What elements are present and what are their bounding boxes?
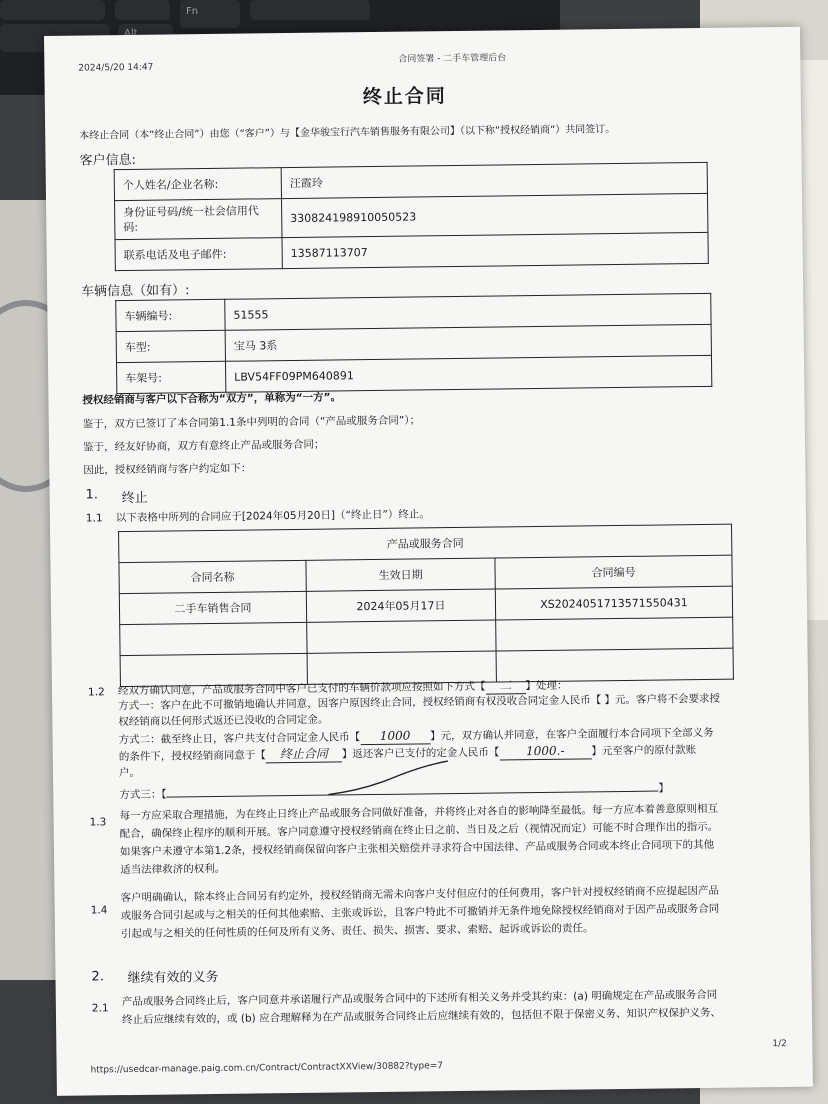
customer-heading: 客户信息:	[79, 152, 137, 169]
clause-text: 的条件下，授权经销商同意于【	[118, 749, 266, 764]
keyboard-key	[0, 0, 105, 20]
section-1-title: 终止	[121, 490, 148, 507]
fn-key: Fn	[180, 2, 240, 28]
clause-1-4-line: 客户明确确认，除本终止合同另有约定外，授权经销商无需未向客户支付但应付的任何费用，客户针对授权经销商不应提起因产品	[120, 884, 720, 905]
clause-1-4-line: 或服务合同引起或与之相关的任何其他索赔、主张或诉讼，且客户特此不可撤销并无条件地免除授权经销商对于因产品或服务合同	[120, 902, 720, 923]
recital-parties: 授权经销商与客户以下合称为“双方”，单称为“一方”。	[82, 391, 342, 407]
customer-contact-label: 联系电话及电子邮件:	[115, 238, 282, 271]
keyboard-key	[115, 0, 170, 20]
table-row	[115, 232, 708, 270]
customer-name-label: 个人姓名/企业名称:	[114, 168, 281, 201]
vehicle-table	[115, 293, 712, 394]
alt-key: Alt	[118, 24, 173, 52]
clause-1-2-line-3: 权经销商以任何形式返还已没收的合同定金。	[118, 713, 329, 729]
recital-whereas-1: 鉴于，双方已签订了本合同第1.1条中列明的合同（“产品或服务合同”）；	[82, 414, 421, 431]
customer-id-value: 330824198910050523	[282, 193, 708, 237]
clause-1-3-line: 每一方应采取合理措施，为在终止日终止产品或服务合同做好准备，并将终止对各自的影响降至最低。每一方应本着善意原则相互	[119, 802, 719, 823]
clause-1-1-number: 1.1	[85, 512, 103, 525]
handwritten-amount-1: 1000	[360, 728, 430, 745]
clause-1-4-number: 1.4	[90, 904, 108, 917]
clause-1-2-line-2: 方式一：客户在此不可撤销地确认并同意，因客户原因终止合同，授权经销商有权没收合同定金人民币【 】元。客户将不会要求授	[118, 692, 721, 713]
keyboard-key	[250, 0, 370, 20]
clause-1-3-line: 配合，确保终止程序的顺利开展。客户同意遵守授权经销商在终止日之前、当日及之后（视情况而定）可能不时合理作出的指示。	[119, 820, 719, 841]
clause-2-1-line: 产品或服务合同终止后，客户同意并承诺履行产品或服务合同中的下述所有相关义务并受其约束：(a) 明确规定在产品或服务合同	[121, 988, 718, 1009]
clause-2-1-line: 终止后应继续有效的，或 (b) 应合理解释为在产品或服务合同终止后应继续有效的，包括但不限于保密义务、知识产权保护义务、	[121, 1006, 722, 1027]
clause-text: 经双方确认同意，产品或服务合同中客户已支付的车辆价款项应按照如下方式【	[117, 680, 486, 698]
print-datetime: 2024/5/20 14:47	[78, 62, 154, 74]
vehicle-vin-value: LBV54FF09PM640891	[225, 355, 711, 392]
clause-2-1-number: 2.1	[91, 1002, 109, 1015]
column-header: 合同名称	[119, 560, 306, 593]
clause-1-4-line: 引起或与之相关的任何性质的任何及所有义务、责任、损失、损害、要求、索赔、起诉或诉讼的责任。	[120, 922, 594, 941]
customer-contact-value: 13587113707	[282, 232, 708, 268]
recital-whereas-2: 鉴于，经友好协商，双方有意终止产品或服务合同；	[82, 438, 325, 454]
handwritten-amount-2: 1000.-	[499, 743, 591, 760]
customer-id-label: 身份证号码/统一社会信用代码:	[115, 199, 282, 240]
clause-1-1-text: 以下表格中所列的合同应于[2024年05月20日]（“终止日”）终止。	[115, 508, 430, 525]
clause-text: 】返还客户已支付的定金人民币【	[341, 746, 500, 761]
table-cell: XS2024051713571550431	[495, 586, 732, 620]
clause-text: 】元，双方确认并同意，在客户全面履行本合同项下全部义务	[430, 726, 714, 743]
vehicle-heading: 车辆信息（如有）:	[81, 283, 190, 300]
clause-1-2-number: 1.2	[87, 686, 105, 699]
table-row	[116, 355, 711, 393]
table-caption: 产品或服务合同	[119, 524, 732, 562]
handwritten-stroke	[323, 759, 453, 801]
vehicle-model-label: 车型:	[116, 330, 225, 362]
contract-page	[44, 27, 813, 1096]
handwritten-date: 终止合同	[266, 746, 342, 763]
clause-text: 】处理：	[525, 679, 568, 693]
footer-page-number: 1/2	[772, 1039, 787, 1050]
intro-paragraph: 本终止合同（本“终止合同”）由您（“客户”）与【金华骏宝行汽车销售服务有限公司】（以下称“授权经销商”）共同签订。	[79, 124, 616, 142]
vehicle-number-value: 51555	[225, 293, 711, 330]
vehicle-model-value: 宝马 3系	[225, 324, 711, 361]
clause-1-3-line: 如果客户未遵守本第1.2条，授权经销商保留向客户主张相关赔偿并寻求符合中国法律、产品或服务合同或本终止合同项下的其他	[119, 838, 715, 859]
column-header: 合同编号	[495, 555, 732, 589]
column-header: 生效日期	[306, 558, 495, 591]
table-cell: 2024年05月17日	[306, 589, 495, 622]
vehicle-number-label: 车辆编号:	[116, 299, 225, 331]
customer-table	[114, 162, 709, 271]
handwritten-method: 二	[485, 678, 525, 694]
document-title: 终止合同	[362, 85, 447, 109]
section-2-title: 继续有效的义务	[127, 969, 219, 987]
section-2-number: 2.	[91, 969, 104, 985]
clause-1-2-line-6: 户。	[118, 766, 141, 780]
recital-therefore: 因此，授权经销商与客户约定如下：	[83, 462, 252, 477]
clause-text: 】	[658, 782, 670, 795]
clause-1-3-line: 适当法律救济的权利。	[120, 862, 226, 877]
section-1-number: 1.	[85, 487, 99, 503]
clause-text: 方式三：【	[119, 788, 167, 802]
print-site-title: 合同签署 - 二手车管理后台	[398, 53, 507, 65]
clause-1-3-number: 1.3	[89, 816, 107, 829]
customer-name-value: 汪霞玲	[281, 162, 707, 198]
footer-url: https://usedcar-manage.paig.com.cn/Contract/ContractXXView/30882?type=7	[90, 1061, 444, 1076]
table-cell: 二手车销售合同	[119, 591, 306, 624]
clause-text: 方式二：截至终止日，客户共支付合同定金人民币【	[118, 731, 361, 747]
clause-text: 】元至客户的原付款账	[591, 744, 697, 758]
vehicle-vin-label: 车架号:	[116, 361, 225, 393]
contract-list-table	[118, 524, 734, 687]
